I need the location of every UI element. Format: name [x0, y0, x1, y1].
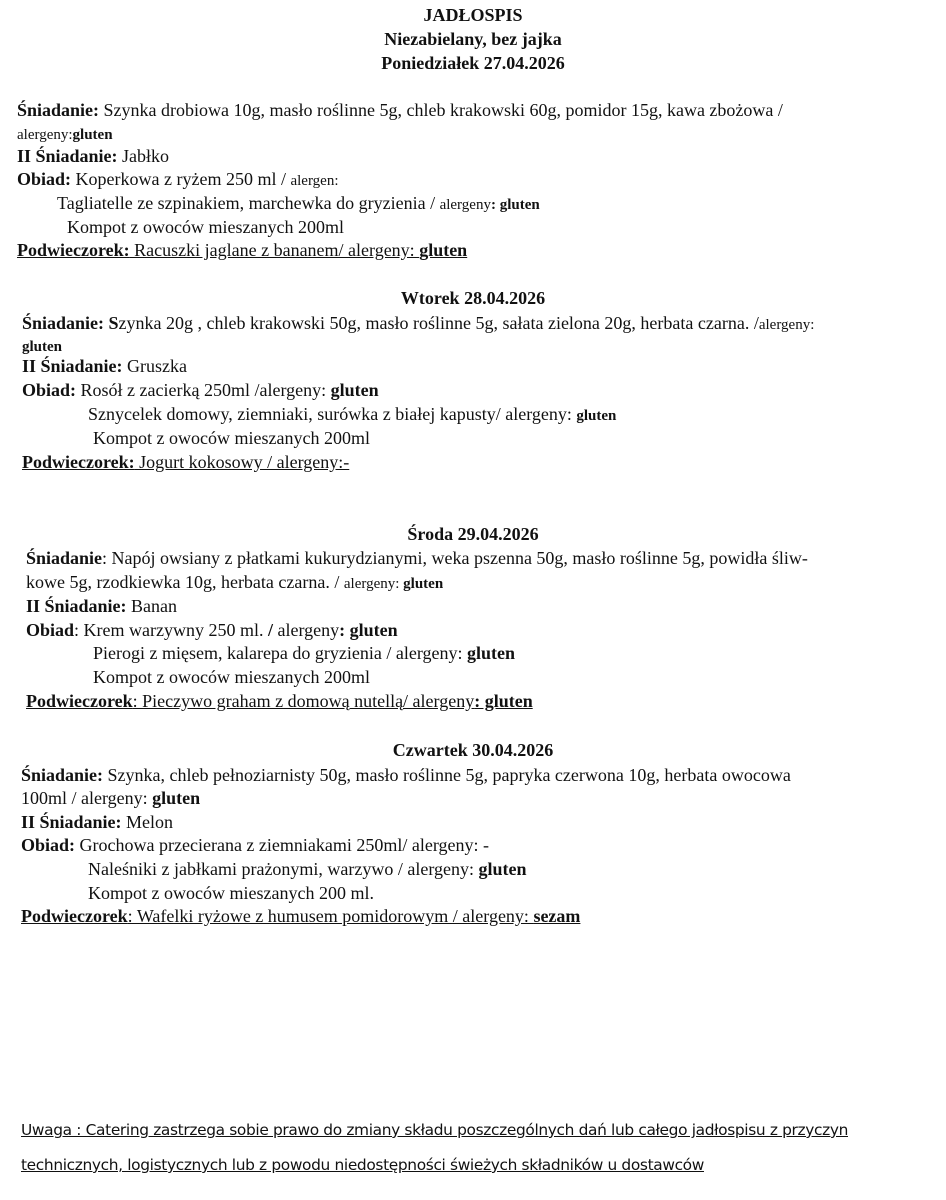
allergen-value: gluten — [72, 127, 113, 143]
wednesday-breakfast — [26, 546, 808, 570]
lunch-main-text: Naleśniki z jabłkami prażonymi, warzywo / alergeny: — [88, 859, 479, 879]
allergen-label: alergeny: — [758, 317, 815, 333]
lunch-text: Grochowa przecierana z ziemniakami 250ml/ alergeny: - — [75, 835, 490, 855]
lunch-label: Obiad: — [21, 835, 76, 855]
breakfast-label: Śniadanie — [26, 548, 103, 568]
second-breakfast-label: II Śniadanie: — [21, 812, 122, 832]
breakfast-text: kowe 5g, rzodkiewka 10g, herbata czarna. / — [26, 572, 344, 592]
wednesday-lunch — [26, 618, 398, 642]
thursday-breakfast-2 — [21, 786, 200, 810]
allergen-label: alergen: — [290, 173, 339, 189]
allergen-value: : gluten — [490, 197, 540, 213]
allergen-label: alergeny: — [343, 576, 404, 592]
snack-text: : Pieczywo graham z domową nutellą/ alergeny — [132, 691, 475, 711]
tuesday-date: Wtorek 28.04.2026 — [400, 288, 546, 308]
allergen-label: alergeny: — [17, 127, 73, 143]
allergen-value: gluten — [478, 859, 527, 879]
lunch-text-b: alergeny — [273, 620, 340, 640]
thursday-snack — [21, 904, 580, 928]
disclaimer-line-1: Uwaga : Catering zastrzega sobie prawo do zmiany składu poszczególnych dań lub całego jadłospisu z przyczyn — [21, 1121, 848, 1139]
lunch-text: : Krem warzywny 250 ml. — [74, 620, 268, 640]
allergen-value: : gluten — [474, 691, 533, 711]
thursday-second-breakfast — [21, 810, 173, 834]
disclaimer-line-2: technicznych, logistycznych lub z powodu niedostępności świeżych składników u dostawców — [21, 1156, 704, 1174]
monday-snack — [17, 238, 467, 262]
lunch-main-text: Pierogi z mięsem, kalarepa do gryzienia / alergeny: — [93, 643, 468, 663]
lunch-main-text: Tagliatelle ze szpinakiem, marchewka do gryzienia / — [57, 193, 440, 213]
snack-text: Racuszki jaglane z bananem/ alergeny: — [129, 240, 420, 260]
tuesday-lunch-main — [88, 402, 616, 428]
allergen-value: gluten — [330, 380, 379, 400]
thursday-date: Czwartek 30.04.2026 — [392, 740, 554, 760]
snack-text: Jogurt kokosowy / alergeny:- — [134, 452, 350, 472]
monday-date: Poniedziałek 27.04.2026 — [381, 53, 565, 73]
second-breakfast-text: Banan — [126, 596, 178, 616]
breakfast-text: : Napój owsiany z płatkami kukurydzianymi, weka pszenna 50g, masło roślinne 5g, powidła śliw- — [102, 548, 808, 568]
wednesday-breakfast-2 — [26, 570, 443, 596]
breakfast-text: zynka 20g , chleb krakowski 50g, masło roślinne 5g, sałata zielona 20g, herbata czarna. / — [118, 313, 759, 333]
snack-label: Podwieczorek: — [22, 452, 135, 472]
breakfast-label: Śniadanie: S — [22, 313, 119, 333]
thursday-breakfast — [21, 763, 791, 787]
menu-title: JADŁOSPIS — [423, 5, 523, 25]
monday-lunch-main — [57, 191, 540, 217]
allergen-value: gluten — [467, 643, 516, 663]
allergen-label: alergeny — [439, 197, 491, 213]
monday-second-breakfast — [17, 144, 169, 168]
tuesday-lunch — [22, 378, 379, 402]
snack-label: Podwieczorek — [26, 691, 133, 711]
second-breakfast-label: II Śniadanie: — [22, 356, 123, 376]
wednesday-snack — [26, 689, 533, 713]
allergen-value: gluten — [419, 240, 468, 260]
monday-lunch-drink: Kompot z owoców mieszanych 200ml — [67, 217, 344, 237]
thursday-lunch-drink: Kompot z owoców mieszanych 200 ml. — [88, 883, 374, 903]
snack-label: Podwieczorek: — [17, 240, 130, 260]
snack-text: : Wafelki ryżowe z humusem pomidorowym / alergeny: — [127, 906, 534, 926]
allergen-value: : gluten — [339, 620, 398, 640]
allergen-value: gluten — [403, 576, 444, 592]
thursday-lunch — [21, 833, 489, 857]
breakfast-text: Szynka drobiowa 10g, masło roślinne 5g, chleb krakowski 60g, pomidor 15g, kawa zbożowa / — [99, 100, 783, 120]
monday-lunch — [17, 167, 339, 193]
breakfast-text: 100ml / alergeny: — [21, 788, 153, 808]
wednesday-lunch-main — [93, 641, 515, 665]
second-breakfast-text: Gruszka — [122, 356, 188, 376]
second-breakfast-label: II Śniadanie: — [26, 596, 127, 616]
lunch-label: Obiad: — [22, 380, 77, 400]
lunch-main-text: Sznycelek domowy, ziemniaki, surówka z białej kapusty/ alergeny: — [88, 404, 577, 424]
lunch-label: Obiad: — [17, 169, 72, 189]
second-breakfast-label: II Śniadanie: — [17, 146, 118, 166]
lunch-label: Obiad — [26, 620, 75, 640]
wednesday-second-breakfast — [26, 594, 177, 618]
allergen-value: gluten — [576, 408, 617, 424]
tuesday-breakfast — [22, 311, 814, 337]
lunch-text: Rosół z zacierką 250ml /alergeny: — [76, 380, 331, 400]
tuesday-snack — [22, 450, 349, 474]
wednesday-date: Środa 29.04.2026 — [407, 524, 539, 544]
allergen-value: gluten — [22, 339, 63, 355]
tuesday-lunch-drink: Kompot z owoców mieszanych 200ml — [93, 428, 370, 448]
snack-label: Podwieczorek — [21, 906, 128, 926]
lunch-text: Koperkowa z ryżem 250 ml / — [71, 169, 291, 189]
wednesday-lunch-drink: Kompot z owoców mieszanych 200ml — [93, 667, 370, 687]
lunch-slash: / — [268, 620, 274, 640]
second-breakfast-text: Jabłko — [117, 146, 170, 166]
tuesday-second-breakfast — [22, 354, 187, 378]
breakfast-label: Śniadanie: — [21, 765, 104, 785]
second-breakfast-text: Melon — [121, 812, 174, 832]
allergen-value: sezam — [533, 906, 581, 926]
allergen-value: gluten — [152, 788, 201, 808]
monday-breakfast — [17, 98, 783, 122]
breakfast-text: Szynka, chleb pełnoziarnisty 50g, masło roślinne 5g, papryka czerwona 10g, herbata owocowa — [103, 765, 791, 785]
menu-subtitle: Niezabielany, bez jajka — [384, 29, 562, 49]
thursday-lunch-main — [88, 857, 527, 881]
breakfast-label: Śniadanie: — [17, 100, 100, 120]
